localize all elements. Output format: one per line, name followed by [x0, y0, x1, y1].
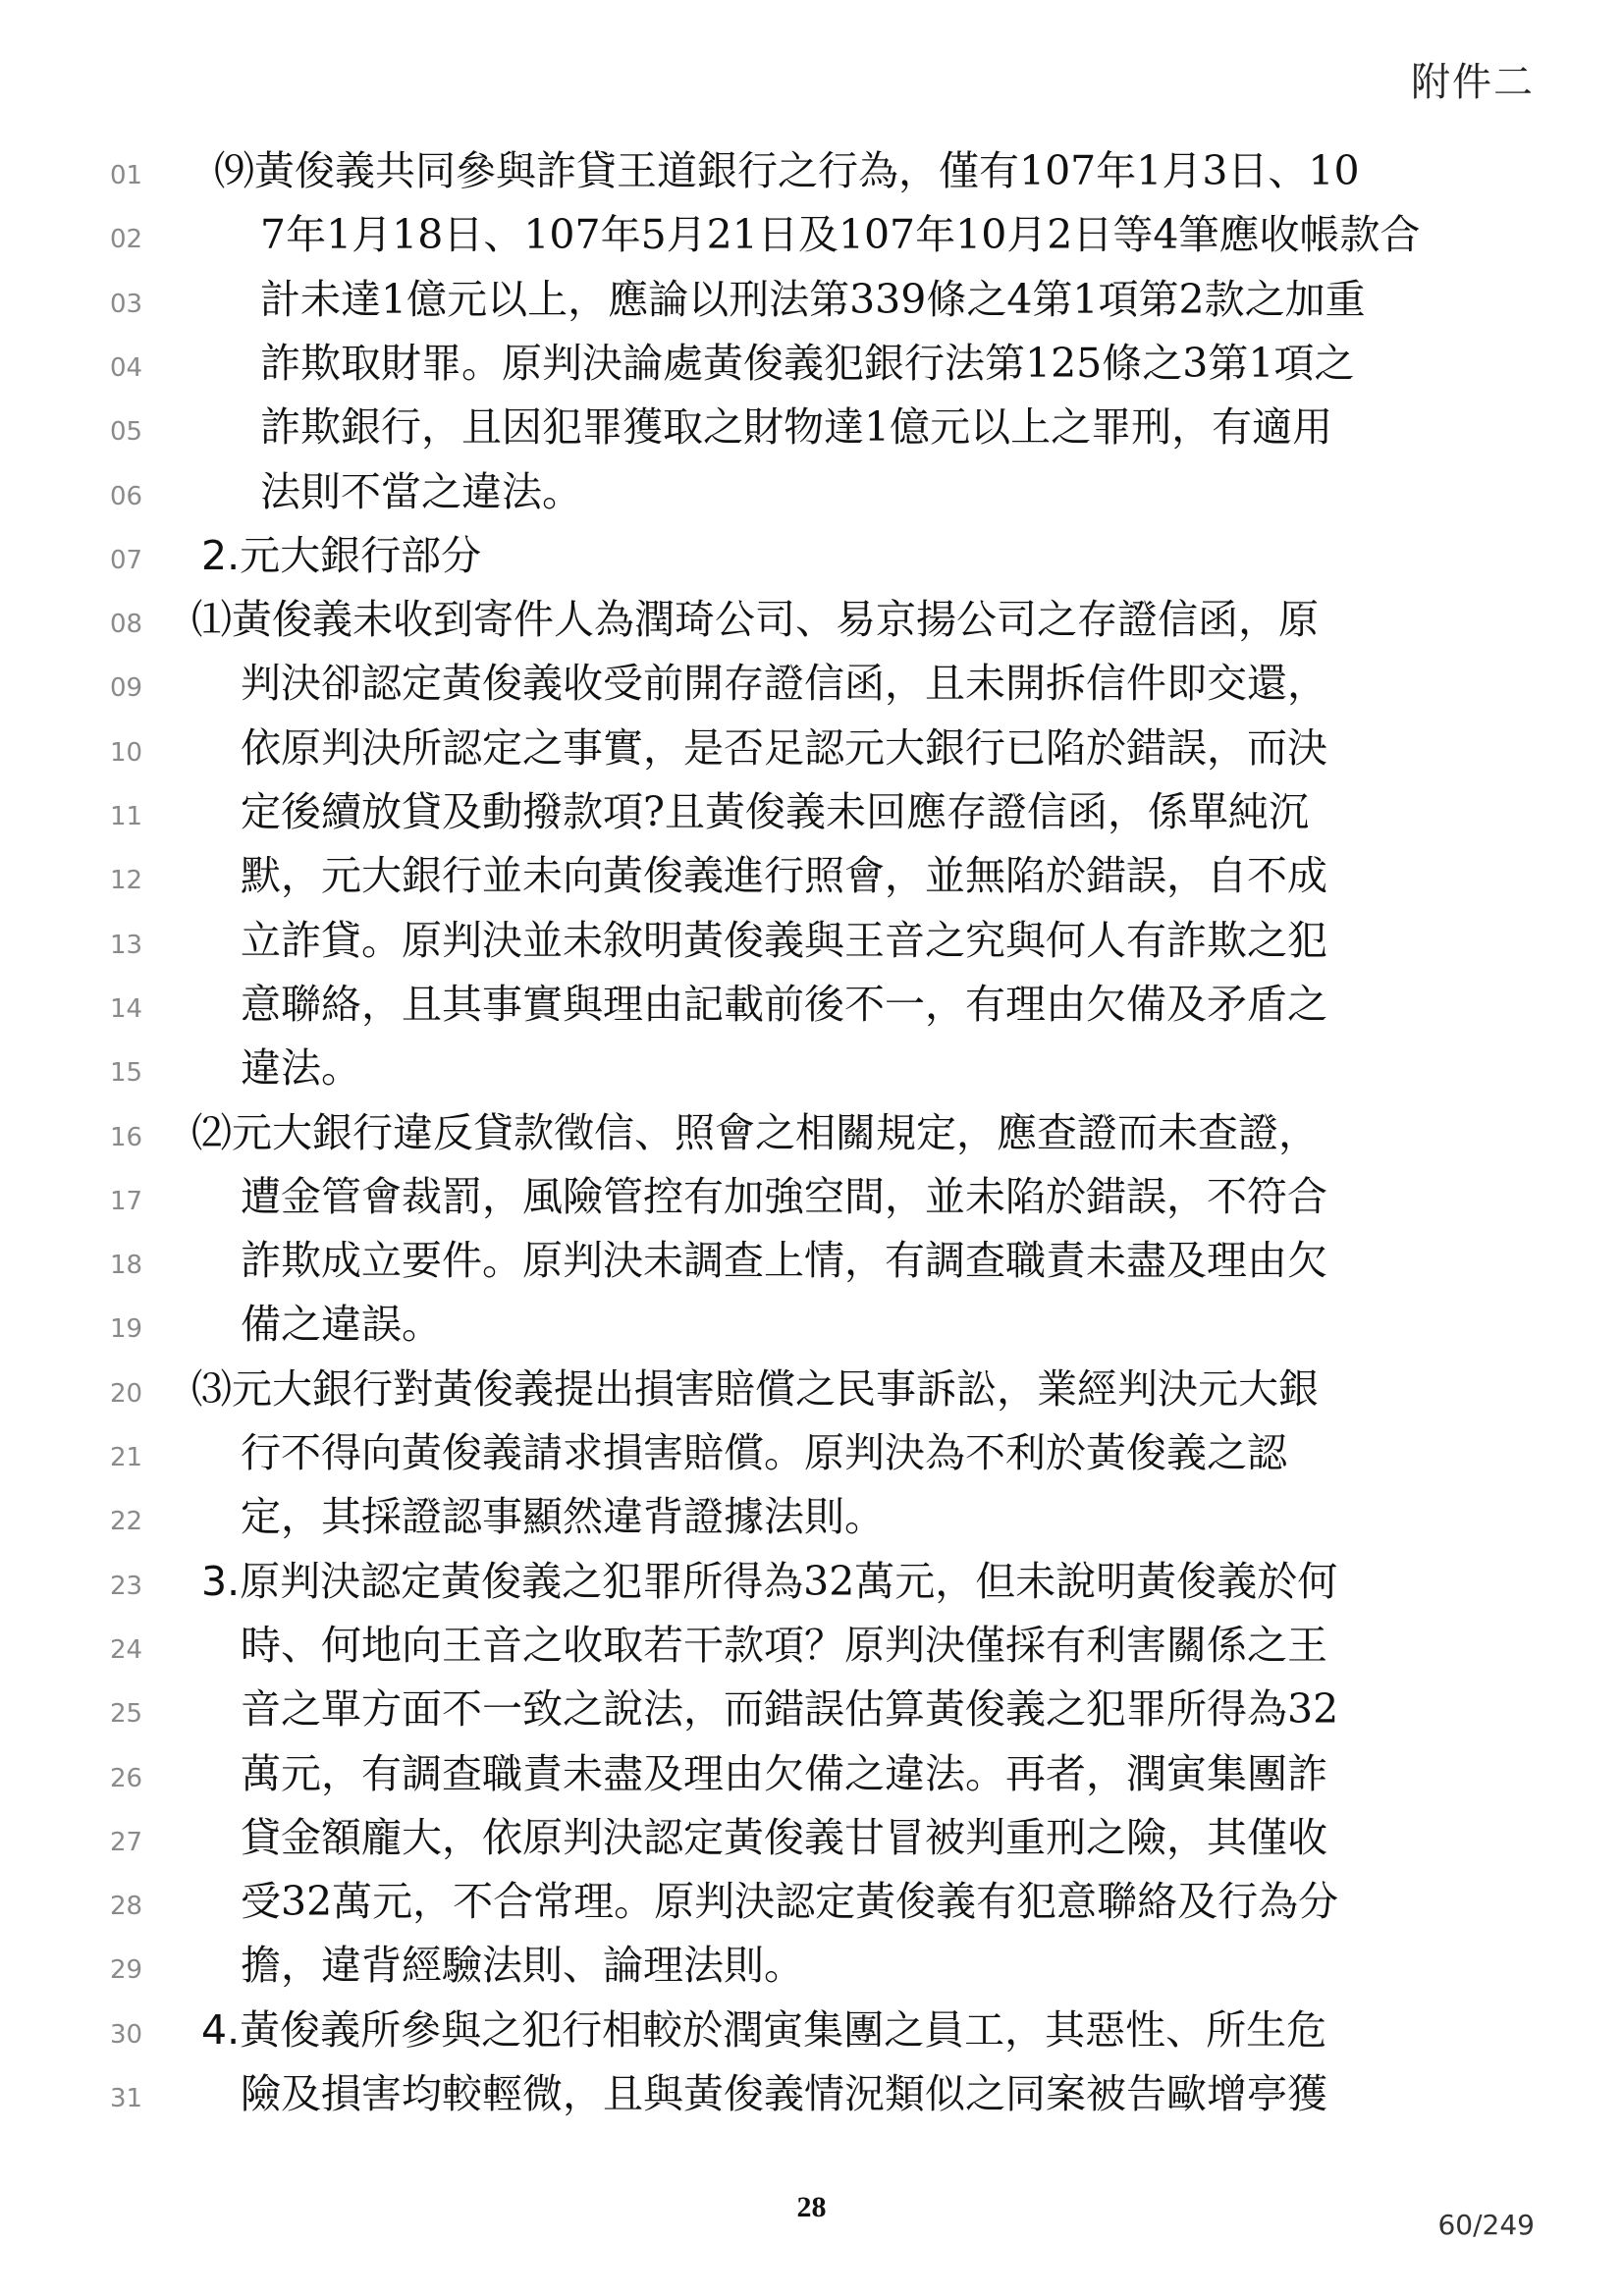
text-line: [0, 332, 1623, 396]
line-text: 定，其採證認事顯然違背證據法則。: [241, 1493, 885, 1541]
text-line: [0, 203, 1623, 267]
line-text: 依原判決所認定之事實，是否足認元大銀行已陷於錯誤，而決: [241, 723, 1327, 772]
line-number: 19: [110, 1314, 143, 1345]
line-text: 黃俊義所參與之犯行相較於潤寅集團之員工，其惡性、所生危: [240, 2005, 1327, 2054]
text-line: [0, 524, 1623, 588]
line-number: 20: [110, 1378, 143, 1409]
text-line: [0, 1037, 1623, 1100]
text-line: [0, 1293, 1623, 1357]
line-content: [191, 588, 1319, 652]
line-text: 判決卻認定黃俊義收受前開存證信函，且未開拆信件即交還，: [241, 660, 1327, 708]
list-marker: 4.: [201, 2005, 241, 2054]
text-line: [0, 1165, 1623, 1229]
line-text: 計未達1億元以上，應論以刑法第339條之4第1項第2款之加重: [260, 275, 1366, 323]
line-content: [260, 460, 582, 524]
line-text: 時、何地向王音之收取若干款項？原判決僅採有利害關係之王: [241, 1621, 1327, 1669]
line-content: [260, 332, 1354, 396]
line-content: [241, 2062, 1327, 2126]
line-number: 27: [110, 1827, 143, 1857]
line-text: 默，元大銀行並未向黃俊義進行照會，並無陷於錯誤，自不成: [241, 852, 1327, 900]
text-line: [0, 1550, 1623, 1614]
text-line: [0, 2062, 1623, 2126]
line-content: [241, 1934, 804, 1998]
line-number: 29: [110, 1955, 143, 1986]
page-number: 28: [796, 2191, 827, 2223]
line-number: 12: [110, 866, 143, 896]
line-text: 法則不當之違法。: [260, 467, 582, 515]
text-line: [0, 780, 1623, 844]
text-line: [0, 652, 1623, 716]
line-content: [241, 1678, 1338, 1741]
line-text: 元大銀行部分: [240, 531, 482, 579]
line-text: 元大銀行違反貸款徵信、照會之相關規定，應查證而未查證，: [232, 1108, 1319, 1156]
line-content: [241, 717, 1327, 780]
line-number: 10: [110, 737, 143, 768]
line-text: 萬元，有調查職責未盡及理由欠備之違法。再者，潤寅集團詐: [241, 1749, 1327, 1797]
line-content: [241, 652, 1327, 716]
line-number: 30: [110, 2019, 143, 2050]
line-text: 險及損害均較輕微，且與黃俊義情況類似之同案被告歐增亭獲: [241, 2070, 1327, 2117]
line-content: [241, 1421, 1287, 1485]
line-content: [241, 1165, 1327, 1229]
text-line: [0, 1806, 1623, 1870]
line-number: 26: [110, 1763, 143, 1793]
line-content: [241, 1485, 885, 1549]
text-line: [0, 1101, 1623, 1165]
line-number: 14: [110, 993, 143, 1024]
line-number: 11: [110, 802, 143, 831]
line-number: 18: [110, 1251, 143, 1281]
line-content: [241, 1293, 442, 1357]
line-content: [241, 1614, 1327, 1678]
text-line: [0, 1485, 1623, 1549]
line-content: [241, 1806, 1327, 1870]
list-marker: ⑵: [191, 1108, 232, 1156]
line-number: 15: [110, 1058, 143, 1089]
line-number: 09: [110, 673, 143, 704]
line-number: 31: [110, 2084, 143, 2113]
text-line: [0, 1421, 1623, 1485]
text-line: [0, 1614, 1623, 1678]
line-text: 定後續放貸及動撥款項?且黃俊義未回應存證信函，係單純沉: [241, 788, 1309, 835]
line-number: 03: [110, 289, 143, 319]
list-marker: 3.: [201, 1557, 241, 1605]
line-number: 24: [110, 1634, 143, 1665]
line-content: [241, 973, 1327, 1037]
page-total: 60/249: [1437, 2209, 1535, 2241]
line-number: 21: [110, 1443, 143, 1472]
line-text: 詐欺銀行，且因犯罪獲取之財物達1億元以上之罪刑，有適用: [260, 403, 1333, 452]
text-line: [0, 844, 1623, 908]
text-line: [0, 1999, 1623, 2062]
line-content: [241, 844, 1327, 908]
line-text: 詐欺取財罪。原判決論處黃俊義犯銀行法第125條之3第1項之: [260, 339, 1355, 387]
line-content: [214, 139, 1360, 203]
line-number: 23: [110, 1571, 143, 1601]
list-marker: ⑶: [191, 1364, 232, 1413]
line-number: 28: [110, 1892, 143, 1922]
line-number: 25: [110, 1699, 143, 1730]
line-number: 17: [110, 1186, 143, 1216]
line-text: 貸金額龐大，依原判決認定黃俊義甘冒被判重刑之險，其僅收: [241, 1813, 1327, 1861]
text-line: [0, 717, 1623, 780]
line-content: [201, 1550, 1337, 1614]
line-number: 02: [110, 225, 143, 255]
line-content: [191, 1358, 1319, 1421]
line-number: 01: [110, 161, 143, 190]
line-number: 06: [110, 481, 143, 511]
line-text: 遭金管會裁罰，風險管控有加強空間，並未陷於錯誤，不符合: [241, 1172, 1327, 1220]
line-text: 擔，違背經驗法則、論理法則。: [241, 1942, 804, 1990]
text-line: [0, 396, 1623, 459]
text-line: [0, 139, 1623, 203]
line-content: [241, 1229, 1327, 1293]
line-number: 08: [110, 610, 143, 640]
line-number: 16: [110, 1122, 143, 1152]
text-line: [0, 460, 1623, 524]
line-content: [260, 268, 1366, 332]
line-text: 音之單方面不一致之說法，而錯誤估算黃俊義之犯罪所得為32: [241, 1685, 1339, 1734]
line-text: 黃俊義共同參與詐貸王道銀行之行為，僅有107年1月3日、10: [254, 147, 1360, 194]
text-line: [0, 1229, 1623, 1293]
line-content: [260, 203, 1420, 267]
line-content: [201, 524, 481, 588]
line-number: 13: [110, 930, 143, 960]
line-text: 違法。: [241, 1044, 361, 1093]
line-content: [191, 1101, 1319, 1165]
text-line: [0, 268, 1623, 332]
attachment-label: 附件二: [1411, 60, 1535, 105]
line-text: 備之違誤。: [241, 1301, 442, 1349]
line-number: 05: [110, 417, 143, 448]
line-text: 黃俊義未收到寄件人為潤琦公司、易京揚公司之存證信函，原: [232, 596, 1319, 644]
line-content: [241, 780, 1309, 844]
line-text: 元大銀行對黃俊義提出損害賠償之民事訴訟，業經判決元大銀: [232, 1364, 1319, 1413]
line-content: [241, 1870, 1338, 1934]
text-line: [0, 1358, 1623, 1421]
text-line: [0, 909, 1623, 973]
text-line: [0, 973, 1623, 1037]
line-content: [260, 396, 1332, 459]
line-number: 22: [110, 1507, 143, 1537]
text-line: [0, 1742, 1623, 1806]
line-content: [241, 1742, 1327, 1806]
line-text: 原判決認定黃俊義之犯罪所得為32萬元，但未說明黃俊義於何: [240, 1557, 1338, 1605]
line-number: 04: [110, 352, 143, 383]
text-line: [0, 1870, 1623, 1934]
line-text: 詐欺成立要件。原判決未調查上情，有調查職責未盡及理由欠: [241, 1237, 1327, 1285]
line-content: [241, 1037, 361, 1100]
line-content: [201, 1999, 1326, 2062]
line-text: 立詐貸。原判決並未敘明黃俊義與王音之究與何人有詐欺之犯: [241, 916, 1327, 964]
text-line: [0, 588, 1623, 652]
list-marker: 2.: [201, 531, 241, 579]
line-text: 受32萬元，不合常理。原判決認定黃俊義有犯意聯絡及行為分: [241, 1878, 1339, 1926]
line-text: 行不得向黃俊義請求損害賠償。原判決為不利於黃俊義之認: [241, 1429, 1287, 1476]
list-marker: ⑼: [214, 147, 254, 194]
line-text: 意聯絡，且其事實與理由記載前後不一，有理由欠備及矛盾之: [241, 980, 1327, 1028]
line-text: 7年1月18日、107年5月21日及107年10月2日等4筆應收帳款合: [260, 211, 1421, 259]
list-marker: ⑴: [191, 596, 232, 644]
text-line: [0, 1934, 1623, 1998]
text-line: [0, 1678, 1623, 1741]
line-content: [241, 909, 1327, 973]
line-number: 07: [110, 545, 143, 575]
